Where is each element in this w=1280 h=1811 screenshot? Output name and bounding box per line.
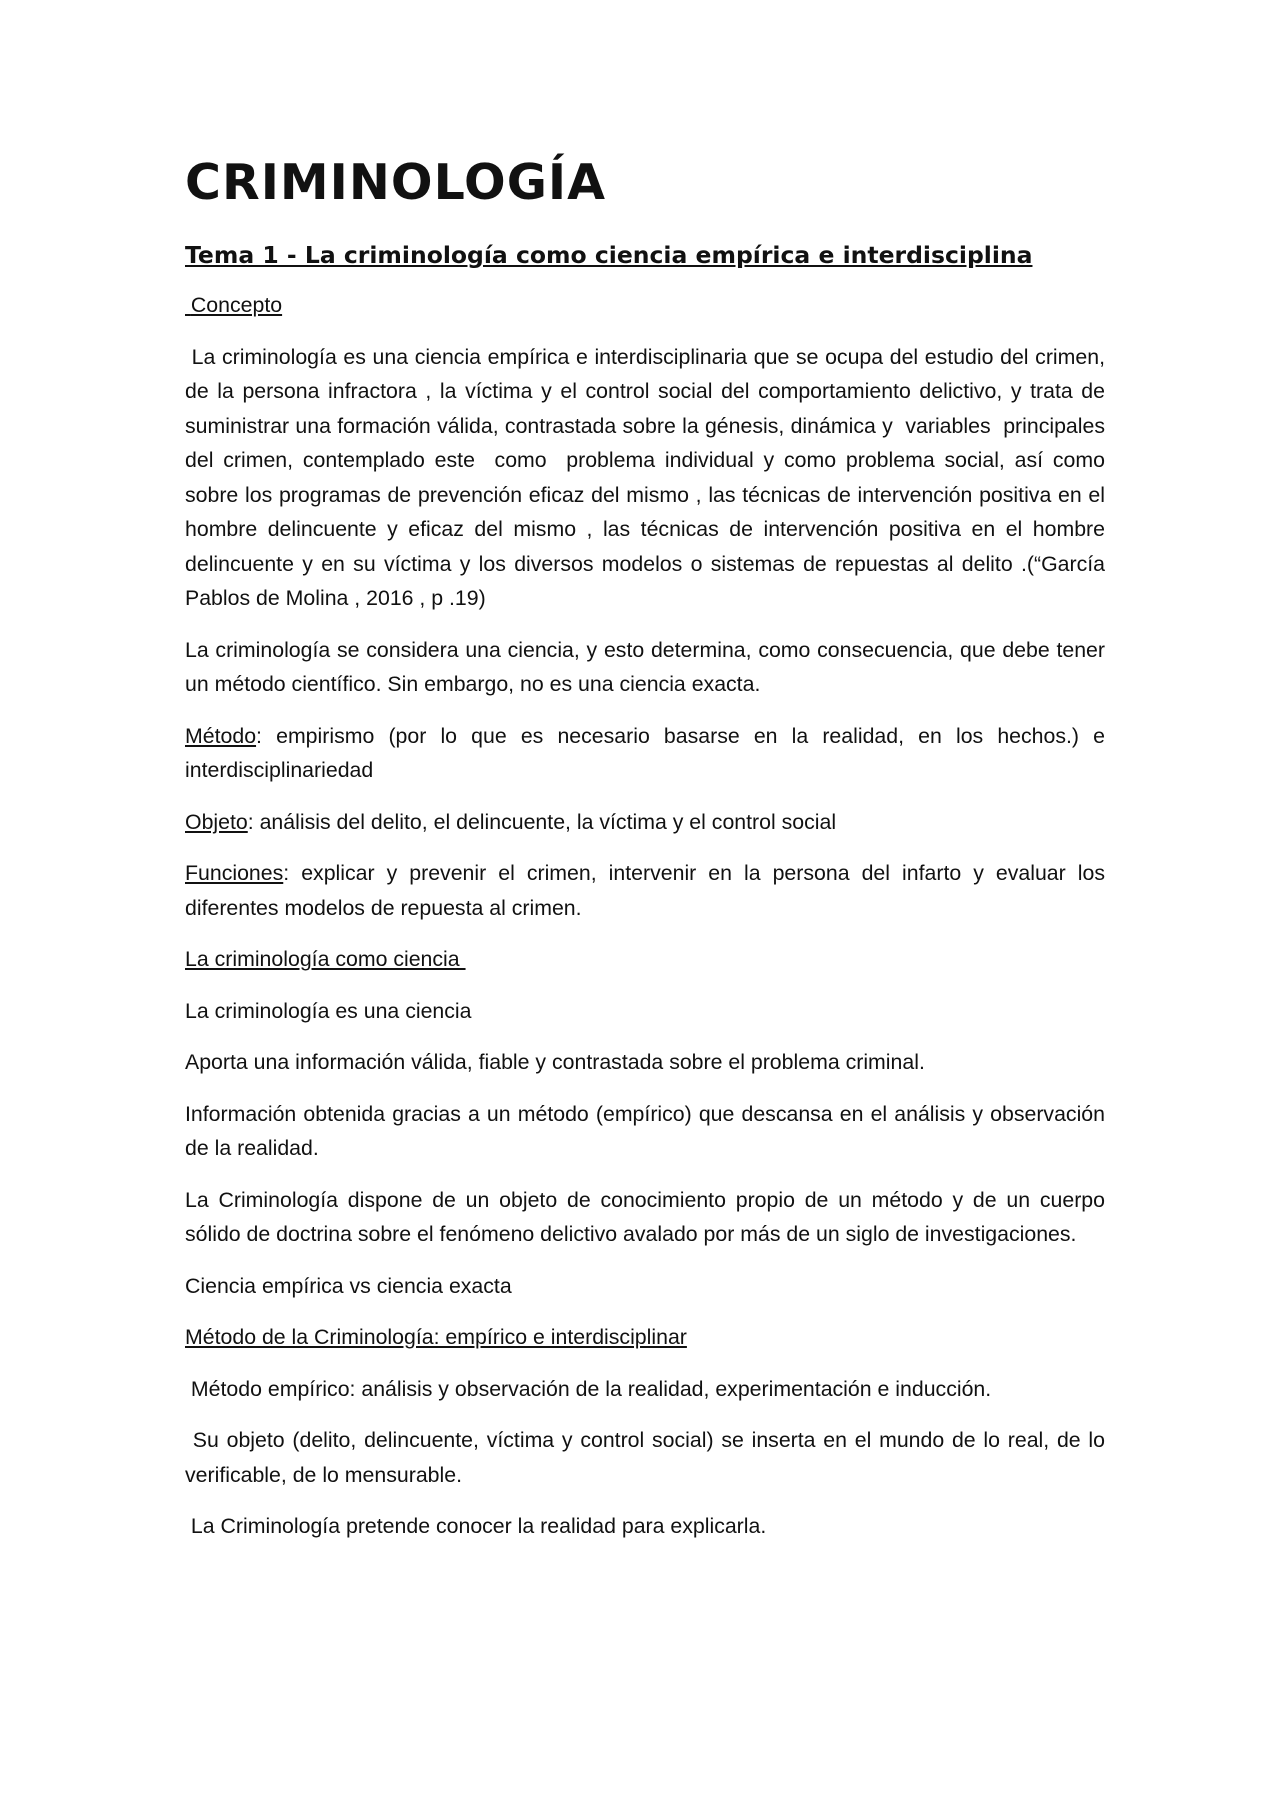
dispone-paragraph: La Criminología dispone de un objeto de conocimiento propio de un método y de un cuerpo sólido de doctrina sobre el fenómeno delictivo avalado por más de un siglo de investigaciones.	[185, 1187, 1105, 1246]
su-objeto-paragraph: Su objeto (delito, delincuente, víctima y control social) se inserta en el mundo de lo real, de lo verificable, de lo mensurable.	[185, 1428, 1111, 1487]
objeto-label: Objeto	[185, 809, 248, 834]
aporta-paragraph: Aporta una información válida, fiable y contrastada sobre el problema criminal.	[185, 1050, 925, 1074]
funciones-text: : explicar y prevenir el crimen, intervenir en la persona del infarto y evaluar los diferentes modelos de repuesta al crimen.	[185, 861, 1105, 920]
metodo-label: Método	[185, 723, 257, 748]
document-title: CRIMINOLOGÍA	[185, 154, 607, 211]
heading-metodo-text: Método de la Criminología: empírico e interdisciplinar	[185, 1325, 687, 1349]
vs-paragraph: Ciencia empírica vs ciencia exacta	[185, 1273, 512, 1298]
informacion-paragraph: Información obtenida gracias a un método (empírico) que descansa en el análisis y observación de la realidad.	[185, 1101, 1105, 1160]
es-ciencia-paragraph: La criminología es una ciencia	[185, 998, 472, 1023]
metodo-text: : empirismo (por lo que es necesario basarse en la realidad, en los hechos.) e interdisciplinariedad	[185, 723, 1105, 782]
pretende-paragraph: La Criminología pretende conocer la realidad para explicarla.	[185, 1514, 767, 1538]
document-page	[185, 150, 1111, 1561]
concepto-paragraph: La criminología es una ciencia empírica e interdisciplinaria que se ocupa del estudio del crimen, de la persona infractora , la víctima y el control social del comportamiento delictivo, y trata de suministrar una formación válida, contrastada sobre la génesis, dinámica y variables principales del crimen, contemplado este como problema individual y como problema social, así como sobre los programas de prevención eficaz del mismo , las técnicas de intervención positiva en el hombre delincuente y eficaz del mismo , las técnicas de intervención positiva en el hombre delincuente y en su víctima y los diversos modelos o sistemas de repuestas al delito .(“García Pablos de Molina , 2016 , p .19)	[185, 344, 1111, 610]
heading-como-ciencia	[185, 942, 1105, 977]
funciones-label: Funciones	[185, 861, 284, 885]
metodo-empirico-paragraph: Método empírico: análisis y observación de la realidad, experimentación e inducción.	[185, 1376, 992, 1401]
document-subtitle: Tema 1 - La criminología como ciencia empírica e interdisciplina	[185, 241, 1033, 269]
heading-concepto-text: Concepto	[185, 293, 283, 317]
heading-como-ciencia-text: La criminología como ciencia	[185, 947, 466, 971]
heading-concepto	[185, 288, 1105, 323]
ciencia-paragraph: La criminología se considera una ciencia, y esto determina, como consecuencia, que debe tener un método científico. Sin embargo, no es una ciencia exacta.	[185, 637, 1105, 696]
metodo-paragraph	[185, 719, 1105, 788]
heading-metodo	[185, 1320, 1105, 1355]
objeto-paragraph	[185, 805, 1105, 840]
funciones-paragraph	[185, 856, 1105, 925]
objeto-text: : análisis del delito, el delincuente, la víctima y el control social	[247, 809, 837, 834]
